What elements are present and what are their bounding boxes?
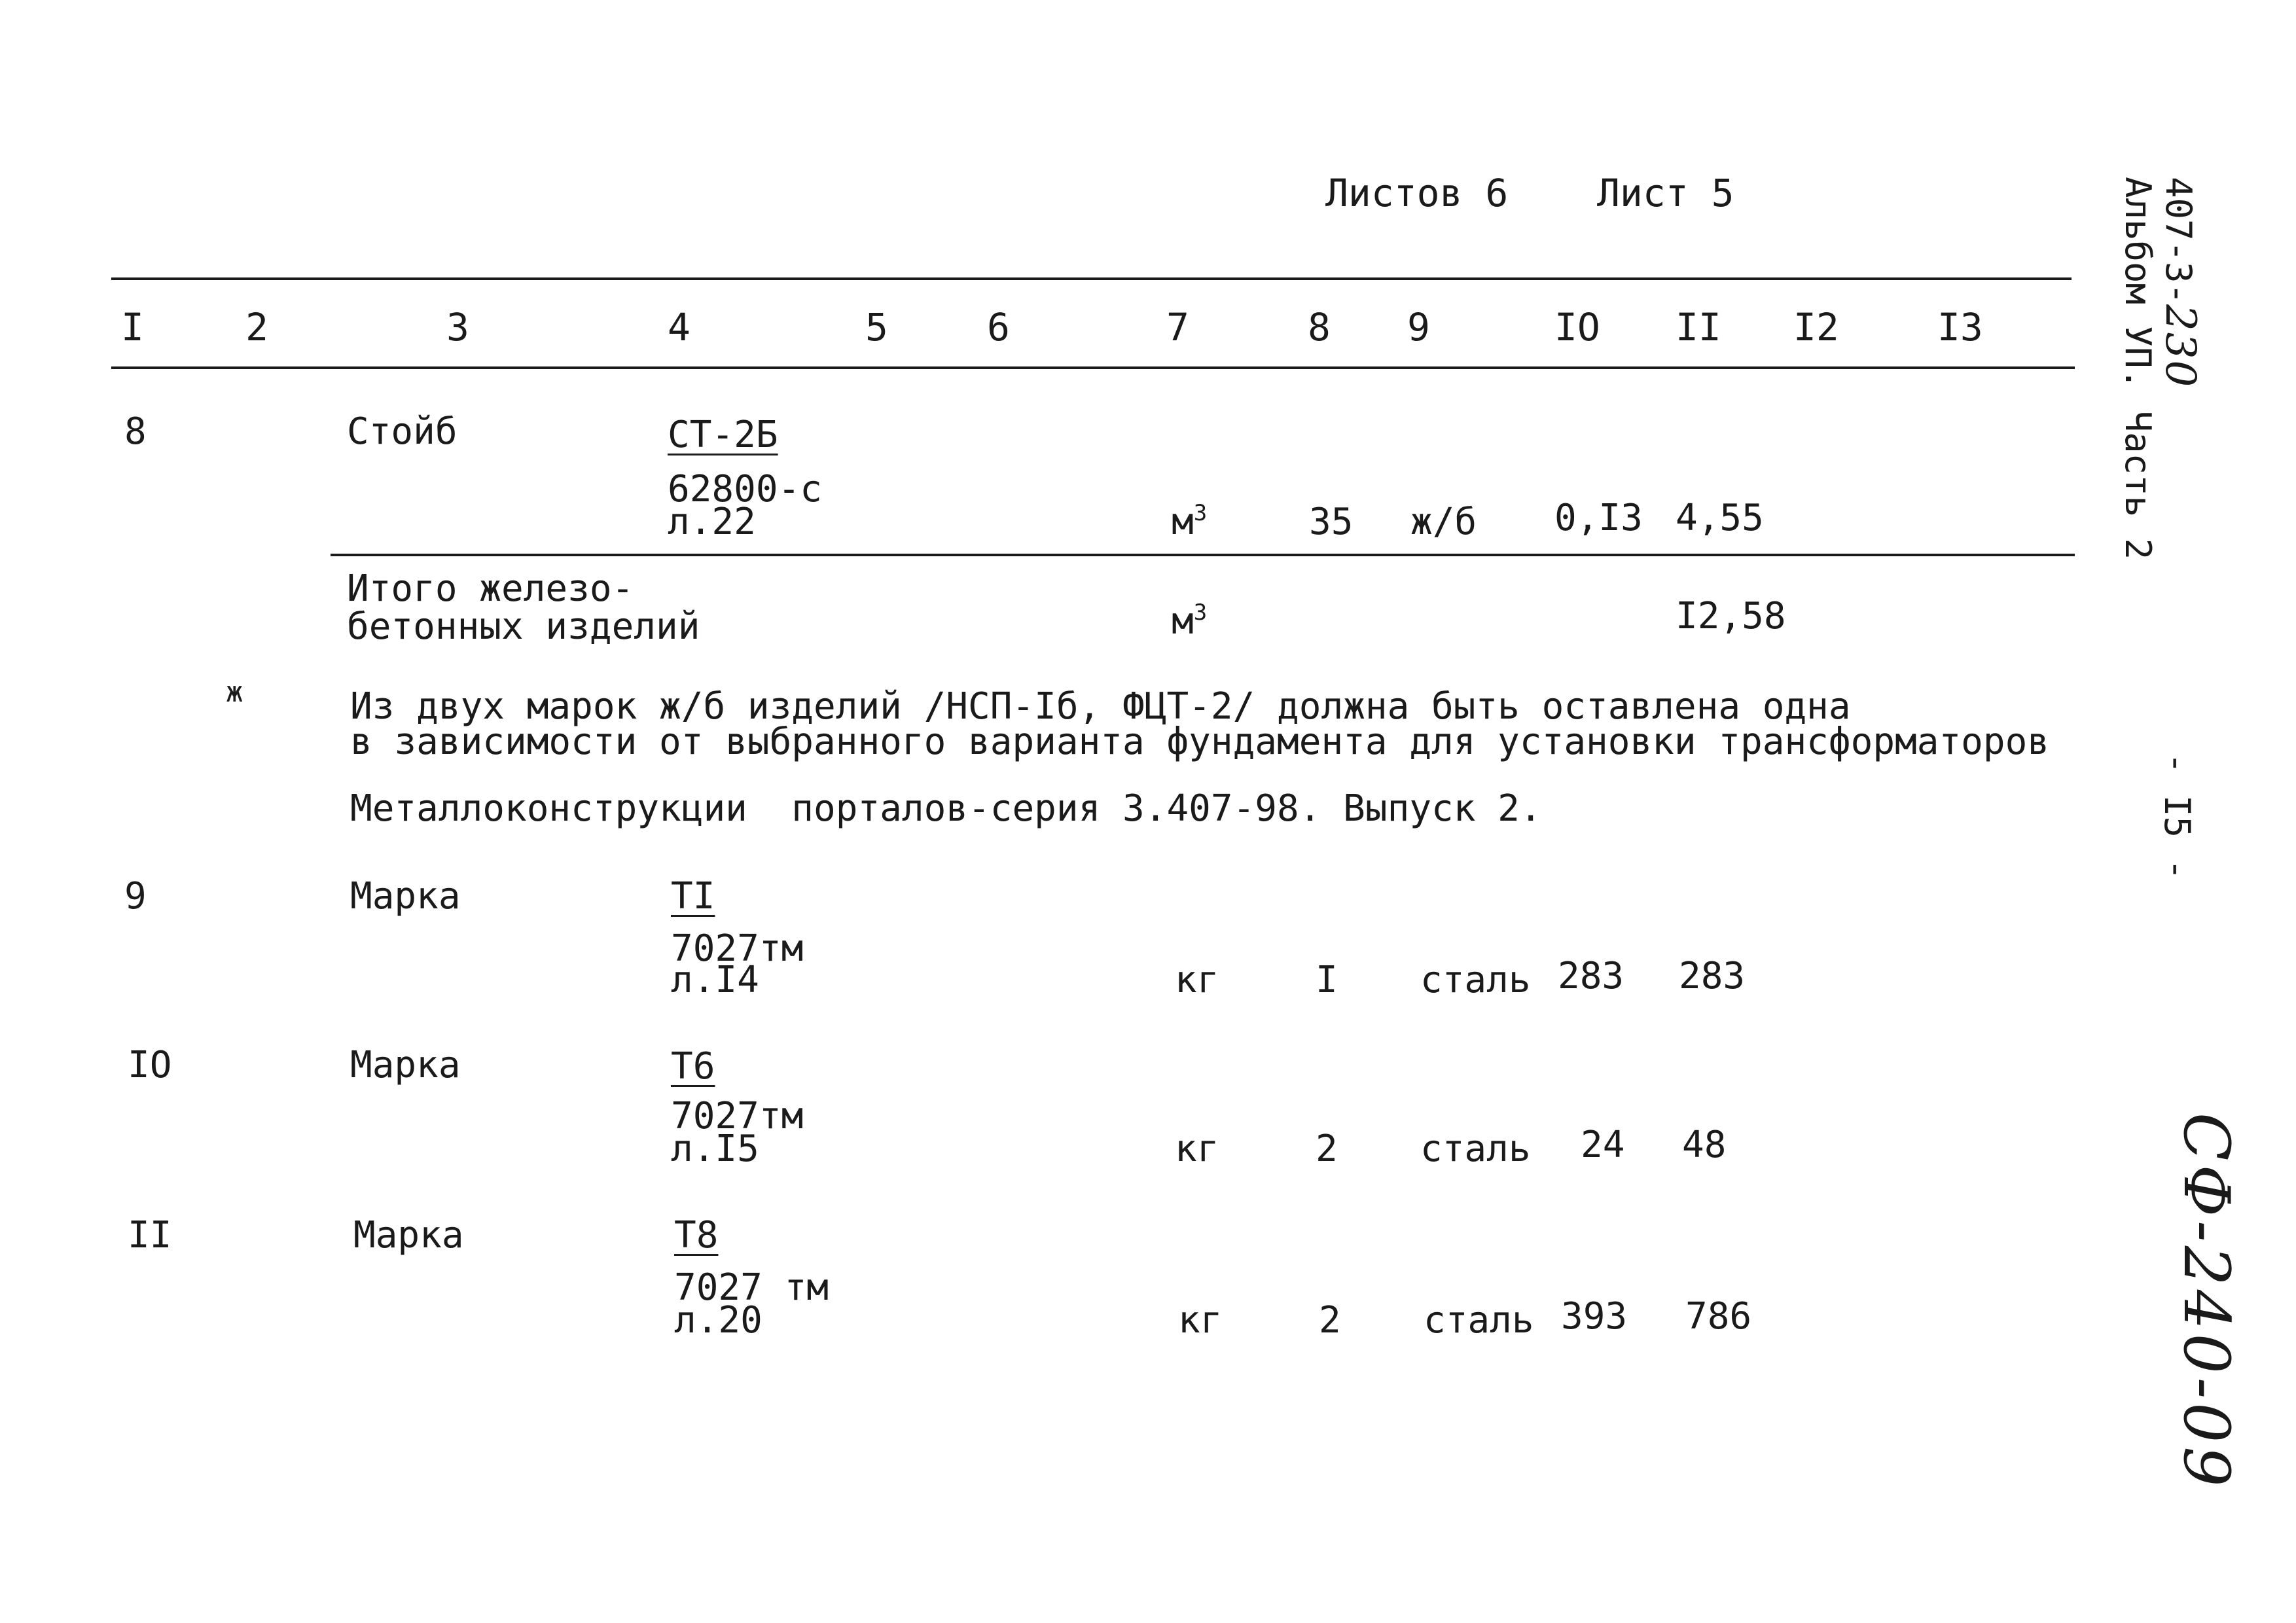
col-6: 6 bbox=[987, 305, 1010, 349]
row-9-unit-mass: 283 bbox=[1558, 955, 1624, 997]
row-8-sheet: л.22 bbox=[668, 501, 756, 543]
note-line1: Из двух марок ж/б изделий /НСП-Iб, ФЦТ-2/ должна быть оставлена одна bbox=[350, 685, 1851, 728]
row-8-unit: $м^3$ bbox=[1172, 500, 1208, 543]
col-1: I bbox=[121, 305, 144, 349]
note-line2: в зависимости от выбранного варианта фундамента для установки трансформаторов bbox=[350, 721, 2050, 763]
row-9-sheet: л.I4 bbox=[671, 959, 759, 1001]
row-8-doc: 62800-с bbox=[668, 468, 823, 510]
col-13: I3 bbox=[1937, 305, 1983, 349]
row-9-mark: TI bbox=[671, 875, 715, 918]
row-9-unit: кг bbox=[1175, 959, 1219, 1001]
row-9-num: 9 bbox=[124, 875, 147, 918]
row-11-material: сталь bbox=[1424, 1299, 1534, 1342]
row-10-material: сталь bbox=[1420, 1128, 1531, 1170]
row-10-mark: T6 bbox=[671, 1045, 715, 1088]
side-code: 407-3-230 bbox=[2156, 177, 2204, 389]
row-11-name: Марка bbox=[353, 1214, 464, 1257]
row-8-qty: 35 bbox=[1309, 501, 1354, 543]
row-9-qty: I bbox=[1316, 959, 1338, 1001]
side-page-number: - I5 - bbox=[2157, 753, 2198, 881]
row-10-name: Марка bbox=[350, 1044, 461, 1086]
row-11-num: II bbox=[128, 1214, 172, 1257]
row-11-unit: кг bbox=[1178, 1299, 1223, 1342]
row-8-name: Стойб bbox=[347, 410, 457, 453]
row-10-unit-mass: 24 bbox=[1581, 1124, 1625, 1166]
row-9-material: сталь bbox=[1420, 959, 1531, 1001]
col-3: 3 bbox=[446, 305, 469, 349]
row-10-qty: 2 bbox=[1316, 1128, 1338, 1170]
subtotal-total: I2,58 bbox=[1676, 595, 1786, 637]
col-11: II bbox=[1676, 305, 1721, 349]
row-10-total: 48 bbox=[1682, 1124, 1727, 1166]
row-10-sheet: л.I5 bbox=[671, 1128, 759, 1170]
subtotal-rule bbox=[331, 554, 2075, 556]
sheets-total: Листов 6 bbox=[1325, 171, 1509, 215]
row-11-qty: 2 bbox=[1319, 1299, 1341, 1342]
col-9: 9 bbox=[1407, 305, 1430, 349]
col-2: 2 bbox=[245, 305, 268, 349]
subtotal-label-line1: Итого железо- bbox=[347, 567, 634, 610]
col-10: IO bbox=[1554, 305, 1600, 349]
row-10-num: IO bbox=[128, 1044, 172, 1086]
row-8-mark: СТ-2Б bbox=[668, 414, 778, 456]
row-9-doc: 7027тм bbox=[671, 927, 804, 970]
subtotal-unit: $м^3$ bbox=[1172, 599, 1208, 643]
col-8: 8 bbox=[1308, 305, 1331, 349]
col-5: 5 bbox=[865, 305, 888, 349]
sheet-number: Лист 5 bbox=[1597, 171, 1734, 215]
header-bottom-rule bbox=[111, 366, 2075, 369]
row-9-total: 283 bbox=[1679, 955, 1746, 997]
row-8-material: ж/б bbox=[1410, 501, 1477, 543]
handwritten-code: СФ-240-09 bbox=[2170, 1113, 2243, 1491]
row-8-total: 4,55 bbox=[1676, 497, 1764, 539]
col-4: 4 bbox=[668, 305, 691, 349]
row-11-sheet: л.20 bbox=[674, 1299, 762, 1342]
row-11-total: 786 bbox=[1685, 1295, 1752, 1338]
row-10-doc: 7027тм bbox=[671, 1095, 804, 1137]
row-9-name: Марка bbox=[350, 875, 461, 918]
side-album: Альбом УП. Часть 2 bbox=[2117, 177, 2159, 560]
row-8-num: 8 bbox=[124, 410, 147, 453]
section-title: Металлоконструкции порталов-серия 3.407-98. Выпуск 2. bbox=[350, 787, 1542, 830]
row-8-unit-mass: 0,I3 bbox=[1554, 497, 1643, 539]
row-11-unit-mass: 393 bbox=[1561, 1295, 1628, 1338]
row-11-doc: 7027 тм bbox=[674, 1266, 829, 1309]
subtotal-label-line2: бетонных изделий bbox=[347, 605, 700, 648]
col-7: 7 bbox=[1166, 305, 1189, 349]
col-12: I2 bbox=[1793, 305, 1839, 349]
header-top-rule bbox=[111, 277, 2072, 280]
row-10-unit: кг bbox=[1175, 1128, 1219, 1170]
note-marker: ж bbox=[226, 675, 243, 709]
row-11-mark: T8 bbox=[674, 1214, 719, 1257]
